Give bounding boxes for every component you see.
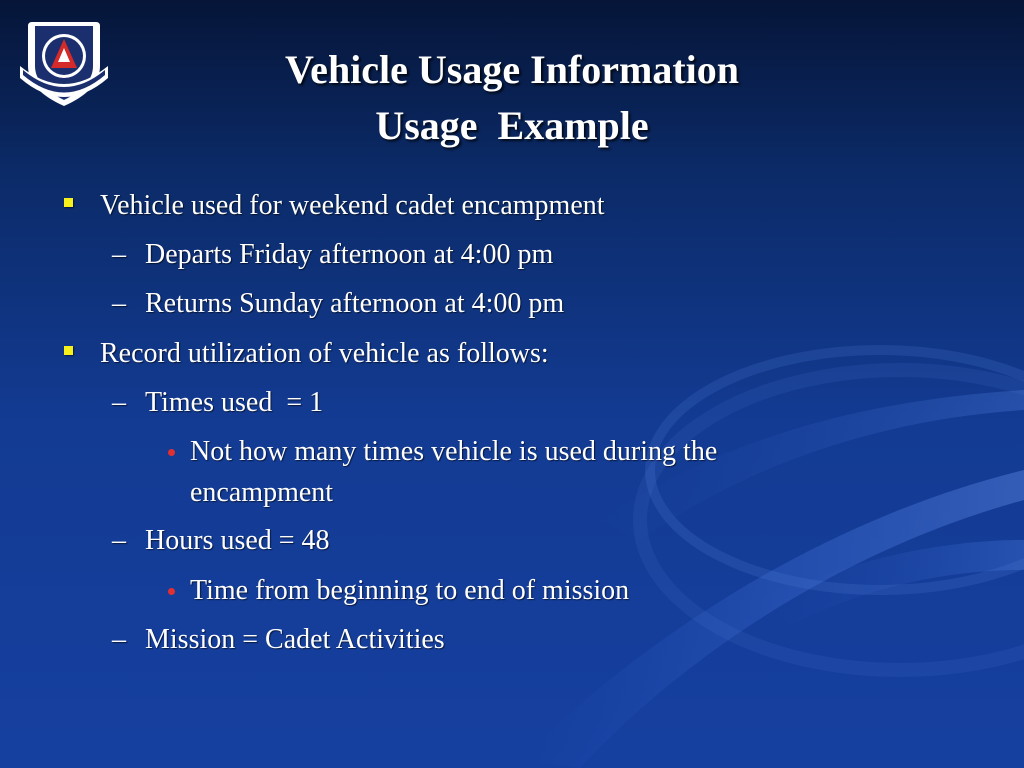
square-bullet-icon (64, 346, 73, 355)
sub-bullet-hours-used: Hours used = 48 (145, 525, 330, 556)
bullet-record-utilization: Record utilization of vehicle as follows: (100, 338, 549, 369)
sub-bullet-mission: Mission = Cadet Activities (145, 624, 445, 655)
round-bullet-icon (168, 588, 175, 595)
bullet-vehicle-used: Vehicle used for weekend cadet encampment (100, 190, 605, 221)
square-bullet-icon (64, 198, 73, 207)
sub-bullet-departs: Departs Friday afternoon at 4:00 pm (145, 239, 554, 270)
title-line-1: Vehicle Usage Information (284, 47, 740, 92)
title-line-2: Usage Example (375, 103, 649, 148)
note-hours-used: Time from beginning to end of mission (190, 575, 630, 606)
dash-bullet-icon: – (112, 525, 126, 556)
sub-bullet-returns: Returns Sunday afternoon at 4:00 pm (145, 288, 565, 319)
dash-bullet-icon: – (112, 387, 126, 418)
sub-bullet-times-used: Times used = 1 (145, 387, 324, 418)
note-times-used-line-2: encampment (190, 477, 334, 508)
note-times-used-line-1: Not how many times vehicle is used during the (190, 436, 718, 467)
dash-bullet-icon: – (112, 288, 126, 319)
dash-bullet-icon: – (112, 624, 126, 655)
round-bullet-icon (168, 449, 175, 456)
dash-bullet-icon: – (112, 239, 126, 270)
